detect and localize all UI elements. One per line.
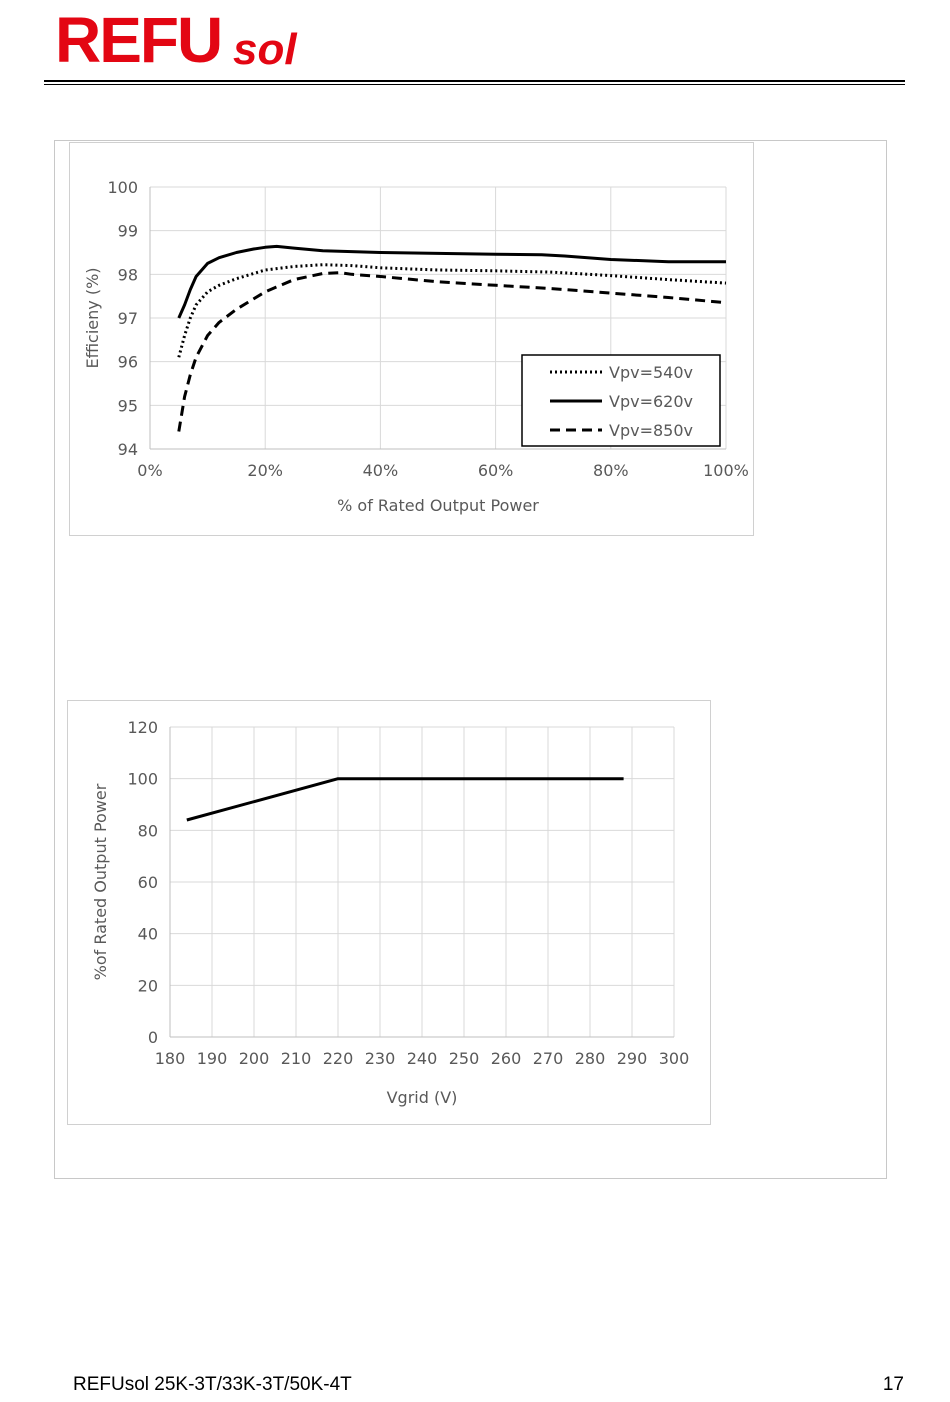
x-axis-label: Vgrid (V) <box>386 1088 458 1107</box>
y-tick-label: 80 <box>137 821 158 841</box>
y-tick-label: 0 <box>147 1028 158 1047</box>
x-tick-label: 240 <box>406 1049 438 1068</box>
x-tick-label: 100% <box>703 461 749 480</box>
x-tick-label: 190 <box>196 1049 228 1068</box>
y-tick-label: 120 <box>127 718 158 737</box>
x-tick-label: 80% <box>593 461 629 480</box>
legend-label: Vpv=540v <box>609 363 693 382</box>
x-tick-label: 0% <box>137 461 163 480</box>
x-tick-label: 280 <box>574 1049 606 1068</box>
derating-chart-svg <box>68 701 712 1126</box>
x-tick-label: 260 <box>490 1049 522 1068</box>
y-tick-label: 60 <box>137 873 158 892</box>
x-tick-label: 40% <box>362 461 399 480</box>
x-tick-label: 230 <box>364 1049 396 1068</box>
series-line-solid <box>179 246 726 318</box>
x-tick-label: 220 <box>322 1049 354 1068</box>
y-tick-label: 95 <box>117 396 138 416</box>
footer-product: REFUsol 25K-3T/33K-3T/50K-4T <box>73 1374 352 1395</box>
derating-chart <box>67 700 711 1125</box>
legend-label: Vpv=620v <box>609 392 693 411</box>
x-tick-label: 180 <box>154 1049 186 1068</box>
y-tick-label: 100 <box>107 178 138 197</box>
x-tick-label: 250 <box>448 1049 480 1068</box>
header-rule <box>44 80 905 82</box>
y-tick-label: 99 <box>117 221 138 241</box>
y-tick-label: 97 <box>117 309 138 328</box>
logo-sub-text: sol <box>233 25 297 74</box>
logo-main-text: REFU <box>55 4 222 76</box>
x-tick-label: 210 <box>280 1049 312 1068</box>
footer-page-number: 17 <box>882 1374 904 1395</box>
y-tick-label: 98 <box>117 265 138 285</box>
y-tick-label: 40 <box>137 924 158 944</box>
y-axis-label: Efficieny (%) <box>83 267 102 369</box>
y-axis-label: %of Rated Output Power <box>91 783 110 981</box>
x-tick-label: 290 <box>616 1049 648 1068</box>
x-tick-label: 60% <box>477 461 514 480</box>
x-tick-label: 200 <box>238 1049 270 1068</box>
y-tick-label: 100 <box>127 769 158 789</box>
x-tick-label: 20% <box>247 461 283 480</box>
x-tick-label: 270 <box>532 1049 564 1068</box>
y-tick-label: 96 <box>117 352 138 372</box>
header-rule-thin <box>44 84 905 85</box>
series-line-dotted <box>179 265 726 358</box>
efficiency-chart-svg <box>70 143 755 537</box>
y-tick-label: 20 <box>137 976 158 996</box>
x-axis-label: % of Rated Output Power <box>337 496 539 515</box>
efficiency-chart <box>69 142 754 536</box>
legend-label: Vpv=850v <box>609 421 693 440</box>
x-tick-label: 300 <box>658 1049 690 1068</box>
y-tick-label: 94 <box>117 440 138 459</box>
series-line-solid <box>187 779 624 820</box>
